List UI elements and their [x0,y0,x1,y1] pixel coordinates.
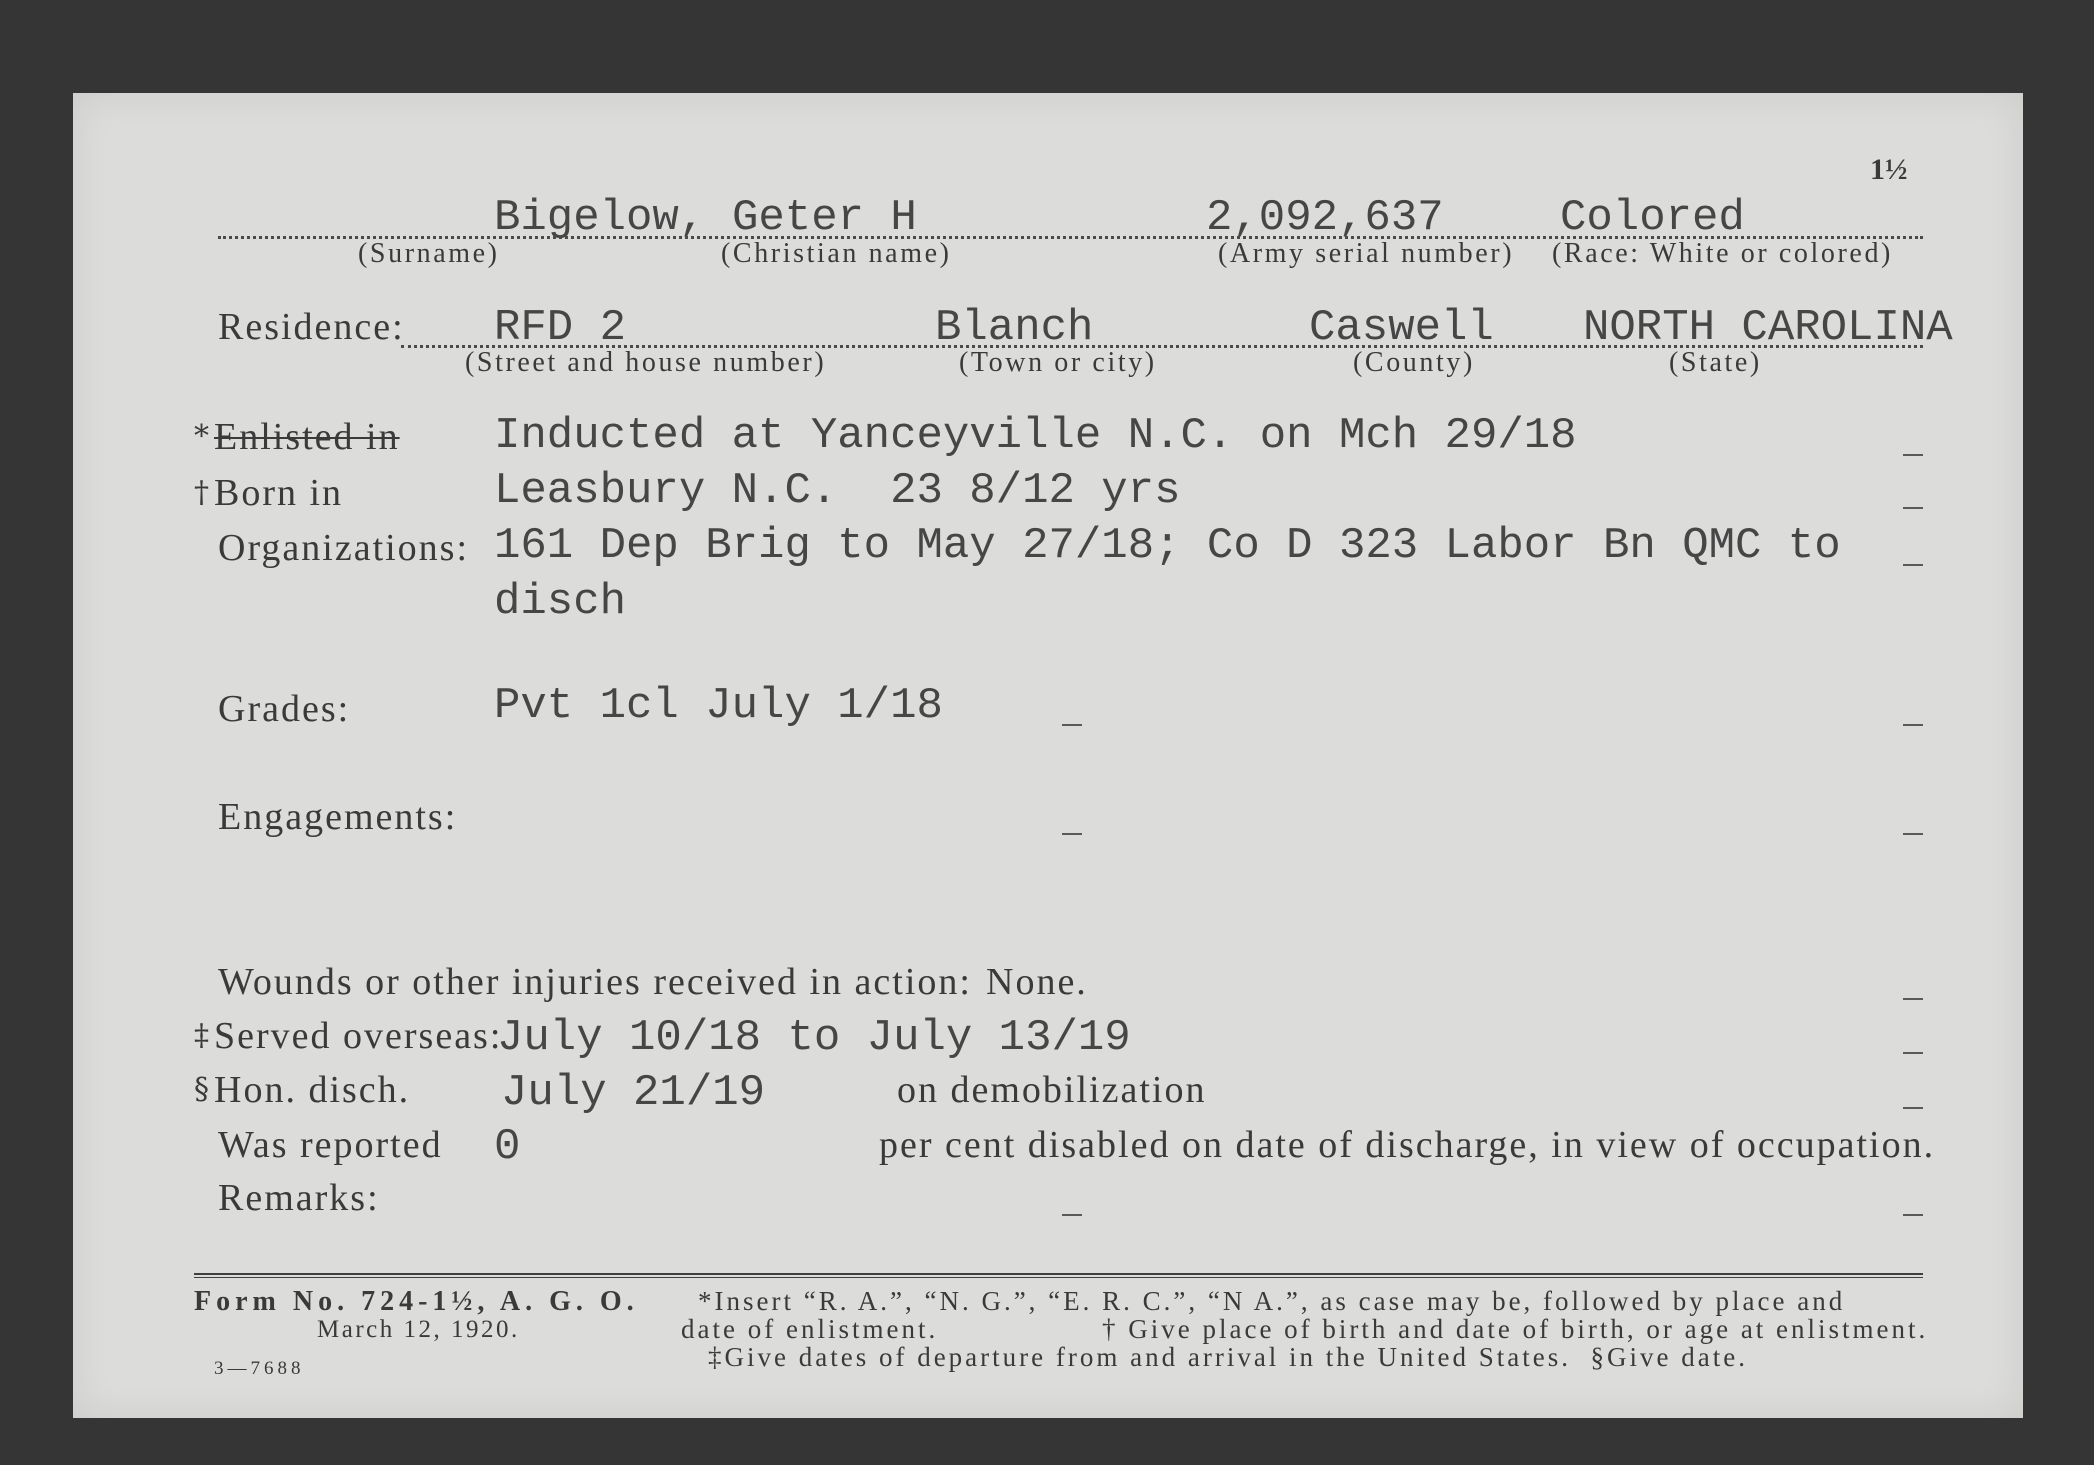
field-end-dash [1903,998,1923,1000]
enlisted-value: Inducted at Yanceyville N.C. on Mch 29/18 [494,411,1577,461]
hon-disch-footnote-mark: § [194,1072,209,1107]
footer-double-rule [194,1273,1923,1278]
race-value: Colored [1560,193,1745,243]
field-end-dash [1903,724,1923,726]
field-end-dash [1903,454,1923,456]
christian-name-value: Geter H [732,193,917,243]
street-value: RFD 2 [494,303,627,353]
form-number: Form No. 724-1½, A. G. O. [194,1286,639,1317]
hon-disch-label: Hon. disch. [214,1069,411,1111]
serial-number-value: 2,092,637 [1206,193,1444,243]
race-caption: (Race: White or colored) [1552,238,1893,269]
state-caption: (State) [1669,347,1762,378]
footnote-line-2b: † Give place of birth and date of birth, or age at enlistment. [1102,1314,1929,1344]
surname-caption: (Surname) [358,238,500,269]
grades-label: Grades: [218,688,351,730]
hon-disch-note: on demobilization [897,1069,1207,1111]
wounds-value: None. [986,961,1088,1003]
served-overseas-value: July 10/18 to July 13/19 [497,1013,1131,1063]
organizations-value-line1: 161 Dep Brig to May 27/18; Co D 323 Labor Bn QMC to [494,521,1841,571]
town-caption: (Town or city) [959,347,1157,378]
street-caption: (Street and house number) [465,347,827,378]
form-date: March 12, 1920. [317,1316,520,1343]
organizations-value-line2: disch [494,577,627,627]
wounds-label: Wounds or other injuries received in action: [218,961,972,1003]
town-value: Blanch [935,303,1094,353]
born-label: Born in [214,472,344,514]
county-caption: (County) [1353,347,1475,378]
christian-name-caption: (Christian name) [721,238,952,269]
footnote-line-3: ‡Give dates of departure from and arrival in the United States. §Give date. [708,1342,1748,1372]
card-corner-mark: 1½ [1870,153,1908,186]
field-end-dash [1903,564,1923,566]
footnote-line-2a: date of enlistment. [681,1314,939,1344]
field-end-dash [1903,1107,1923,1109]
print-code: 3—7688 [214,1358,305,1379]
grades-value: Pvt 1cl July 1/18 [494,681,943,731]
field-end-dash [1903,1214,1923,1216]
organizations-label: Organizations: [218,527,470,569]
county-value: Caswell [1309,303,1494,353]
born-footnote-mark: † [194,475,209,510]
field-mid-dash [1062,724,1082,726]
service-record-card [73,93,2023,1418]
served-overseas-footnote-mark: ‡ [194,1018,209,1053]
surname-value: Bigelow, [494,193,706,243]
residence-label: Residence: [218,306,405,348]
field-mid-dash [1062,833,1082,835]
disability-text: per cent disabled on date of discharge, in view of occupation. [879,1124,1936,1166]
state-value: NORTH CAROLINA [1583,303,1953,353]
serial-number-caption: (Army serial number) [1218,238,1515,269]
served-overseas-label: Served overseas: [214,1015,503,1057]
enlisted-label: Enlisted in [214,416,400,458]
field-mid-dash [1062,1214,1082,1216]
engagements-label: Engagements: [218,796,458,838]
disability-label: Was reported [218,1124,443,1166]
disability-value: 0 [494,1122,521,1172]
remarks-label: Remarks: [218,1177,380,1219]
footnote-line-1: *Insert “R. A.”, “N. G.”, “E. R. C.”, “N A.”, as case may be, followed by place and [698,1286,1846,1316]
field-end-dash [1903,1052,1923,1054]
born-value: Leasbury N.C. 23 8/12 yrs [494,466,1181,516]
enlisted-footnote-mark: * [194,419,209,454]
hon-disch-value: July 21/19 [501,1068,766,1118]
field-end-dash [1903,833,1923,835]
field-end-dash [1903,507,1923,509]
